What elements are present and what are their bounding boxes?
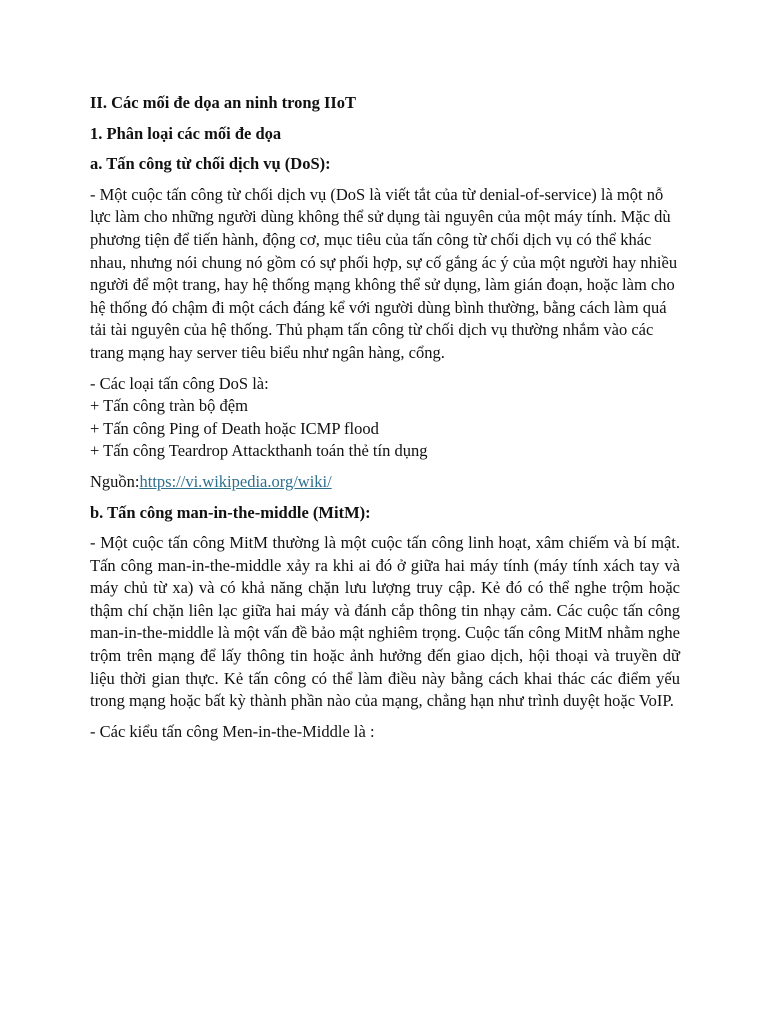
dos-type-item: + Tấn công tràn bộ đệm <box>90 396 248 416</box>
mitm-heading: b. Tấn công man-in-the-middle (MitM): <box>90 502 371 522</box>
dos-heading: a. Tấn công từ chối dịch vụ (DoS): <box>90 154 331 174</box>
mitm-types-intro: - Các kiểu tấn công Men-in-the-Middle là : <box>90 721 375 741</box>
dos-type-item: + Tấn công Ping of Death hoặc ICMP flood <box>90 418 379 438</box>
dos-types-list <box>90 373 680 463</box>
dos-types-intro: - Các loại tấn công DoS là: <box>90 373 269 393</box>
source-label: Nguồn: <box>90 471 140 491</box>
dos-source <box>90 471 680 494</box>
mitm-paragraph: - Một cuộc tấn công MitM thường là một cuộc tấn công linh hoạt, xâm chiếm và bí mật. Tấn công man-in-the-middle xảy ra khi ai đó ở giữa hai máy tính (máy tính xách tay và máy chủ từ xa) và có khả năng chặn lưu lượng truy cập. Kẻ đó có thể nghe trộm hoặc thậm chí chặn liên lạc giữa hai máy và đánh cắp thông tin nhạy cảm. Các cuộc tấn công man-in-the-middle là một vấn đề bảo mật nghiêm trọng. Cuộc tấn công MitM nhằm nghe trộm trên mạng để lấy thông tin hoặc ảnh hưởng đến giao dịch, hội thoại và truyền dữ liệu thời gian thực. Kẻ tấn công có thể làm điều này bằng cách khai thác các điểm yếu trong mạng hoặc bất kỳ thành phần nào của mạng, chẳng hạn như trình duyệt hoặc VoIP. <box>90 533 680 711</box>
dos-paragraph: - Một cuộc tấn công từ chối dịch vụ (DoS là viết tắt của từ denial-of-service) là một nỗ lực làm cho những người dùng không thể sử dụng tài nguyên của một máy tính. Mặc dù phương tiện để tiến hành, động cơ, mục tiêu của tấn công từ chối dịch vụ có thể khác nhau, nhưng nói chung nó gồm có sự phối hợp, sự cố gắng ác ý của một người hay nhiều người để một trang, hay hệ thống mạng không thể sử dụng, làm gián đoạn, hoặc làm cho hệ thống đó chậm đi một cách đáng kể với người dùng bình thường, bằng cách làm quá tải tài nguyên của hệ thống. Thủ phạm tấn công từ chối dịch vụ thường nhắm vào các trang mạng hay server tiêu biểu như ngân hàng, cổng. <box>90 184 678 362</box>
section-title: II. Các mối đe dọa an ninh trong IIoT <box>90 93 357 112</box>
subsection-title: 1. Phân loại các mối đe dọa <box>90 123 282 143</box>
dos-type-item: + Tấn công Teardrop Attackthanh toán thẻ tín dụng <box>90 441 428 461</box>
document-page <box>90 92 680 751</box>
source-link[interactable]: https://vi.wikipedia.org/wiki/ <box>139 471 332 491</box>
